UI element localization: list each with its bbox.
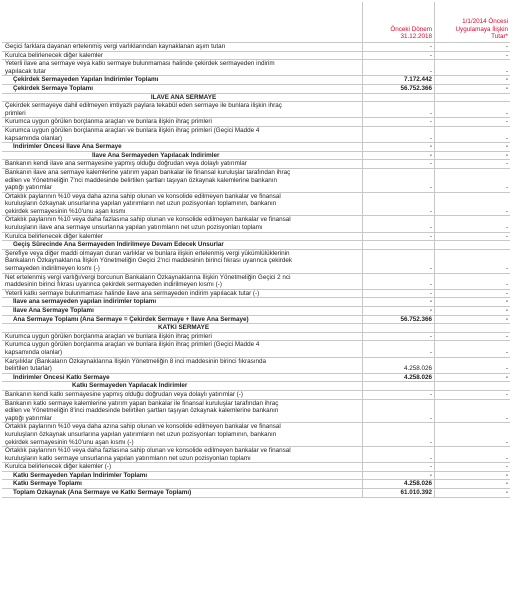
header-pre-2014-amount	[434, 2, 510, 42]
row-pre-2014-value: -	[434, 316, 510, 324]
table-row	[2, 127, 510, 143]
row-prior-period-value: 7.172.442	[362, 76, 434, 84]
row-prior-period-value: -	[362, 216, 434, 231]
row-description: KATKI SERMAYE	[157, 324, 210, 332]
table-row	[2, 316, 510, 325]
row-pre-2014-value	[434, 324, 510, 332]
row-description: Bankanın kendi katkı sermayesine yapmış olduğu doğrudan veya dolaylı yatırımlar (-)	[5, 390, 243, 398]
table-row	[2, 233, 510, 242]
row-prior-period-value: -	[362, 169, 434, 192]
row-pre-2014-value: -	[434, 85, 510, 93]
row-prior-period-value: -	[362, 43, 434, 51]
header-prior-period	[362, 2, 434, 42]
table-row	[2, 43, 510, 52]
table-row	[2, 463, 510, 472]
table-row	[2, 307, 510, 316]
table-row	[2, 193, 510, 217]
row-description: Ortaklık paylarının %10 veya daha azına sahip olunan ve konsolide edilmeyen bankalar ve finansal kuruluşların özkaynak unsurlarına yapılan yatırımların net uzun pozisyonları toplamının, bankanın çekirdek sermayesinin %10'unu aşan kısmı (-)	[5, 423, 281, 446]
row-prior-period-value: 61.010.392	[362, 489, 434, 497]
table-header	[2, 2, 510, 43]
row-pre-2014-value: -	[434, 298, 510, 306]
table-row	[2, 118, 510, 127]
row-pre-2014-value: -	[434, 60, 510, 75]
row-pre-2014-value: -	[434, 160, 510, 168]
row-prior-period-value: -	[362, 118, 434, 126]
table-row	[2, 358, 510, 374]
row-description: Çekirdek Sermayeden Yapılan İndirimler Toplamı	[13, 76, 159, 84]
row-pre-2014-value: -	[434, 216, 510, 231]
row-prior-period-value: -	[362, 274, 434, 289]
row-prior-period-value: 4.258.026	[362, 358, 434, 373]
table-row	[2, 400, 510, 424]
table-row	[2, 274, 510, 290]
row-prior-period-value: -	[362, 290, 434, 298]
row-prior-period-value: -	[362, 391, 434, 399]
row-description: İLAVE ANA SERMAYE	[150, 93, 217, 101]
row-description: Katkı Sermayeden Yapılacak İndirimler	[72, 382, 188, 390]
row-prior-period-value	[362, 324, 434, 332]
row-pre-2014-value: -	[434, 341, 510, 356]
row-pre-2014-value: -	[434, 52, 510, 60]
row-pre-2014-value: -	[434, 143, 510, 151]
row-prior-period-value: -	[362, 127, 434, 142]
row-pre-2014-value: -	[434, 489, 510, 497]
row-prior-period-value: -	[362, 463, 434, 471]
table-row	[2, 216, 510, 232]
table-row	[2, 374, 510, 383]
row-prior-period-value: 4.258.026	[362, 374, 434, 382]
row-pre-2014-value: -	[434, 391, 510, 399]
row-pre-2014-value: -	[434, 333, 510, 341]
table-row	[2, 143, 510, 152]
row-description: İlave Ana Sermayeden Yapılacak İndirimler	[92, 151, 220, 159]
row-description: Yeterli katkı sermaye bulunmaması halinde ilave ana sermayeden indirim yapılacak tutar (-)	[5, 289, 260, 297]
table-row	[2, 447, 510, 463]
row-description: Geçiş Sürecinde Ana Sermayeden İndirilmeye Devam Edecek Unsurlar	[13, 241, 224, 249]
row-prior-period-value	[362, 382, 434, 390]
row-prior-period-value: -	[362, 423, 434, 446]
row-pre-2014-value: -	[434, 447, 510, 462]
row-pre-2014-value: -	[434, 43, 510, 51]
row-description: İlave Ana Sermaye Toplamı	[13, 307, 94, 314]
row-description: Şerefiye veya diğer maddi olmayan duran varlıklar ve bunlara ilişkin ertelenmiş vergi yükümlülüklerinin Bankaların Özkaynaklarına İlişkin Yönetmeliğin Geçici 2'nci maddesinin birinci fıkrası uyarınca çekirdek sermayeden indirilmeyen kısmı (-)	[5, 249, 293, 273]
row-prior-period-value: -	[362, 333, 434, 341]
row-prior-period-value: -	[362, 233, 434, 241]
row-prior-period-value: -	[362, 143, 434, 151]
row-prior-period-value: -	[362, 102, 434, 117]
table-row	[2, 391, 510, 400]
table-row	[2, 423, 510, 447]
row-description: Katkı Sermayeden Yapılan İndirimler Toplamı	[13, 471, 148, 479]
row-pre-2014-value: -	[434, 400, 510, 423]
table-row	[2, 480, 510, 489]
row-description: Kurumca uygun görülen borçlanma araçları ve bunlara ilişkin ihraç primleri	[5, 118, 212, 126]
row-description: Kurumca uygun görülen borçlanma araçları ve bunlara ilişkin ihraç primleri (Geçici Madde 4 kapsamında olanlar)	[5, 341, 260, 356]
table-row	[2, 341, 510, 357]
table-row	[2, 241, 510, 250]
row-pre-2014-value: -	[434, 374, 510, 382]
table-row	[2, 152, 510, 161]
row-description: Bankanın katkı sermaye kalemlerine yatırım yapan bankalar ile finansal kuruluşlar tarafından ihraç edilen ve Yönetmeliğin 8'inci maddesinde belirtilen şartları taşıyan özkaynak kalemlerine bankanın yaptığı yatırımlar	[5, 399, 279, 422]
row-prior-period-value: -	[362, 341, 434, 356]
row-description: Bankanın kendi ilave ana sermayesine yapmış olduğu doğrudan veya dolaylı yatırımlar	[5, 160, 247, 168]
row-description: Kurulca belirlenecek diğer kalemler (-)	[5, 463, 112, 471]
table-row	[2, 76, 510, 85]
row-description: Ana Sermaye Toplamı (Ana Sermaye = Çekirdek Sermaye + İlave Ana Sermaye)	[13, 315, 249, 323]
row-prior-period-value: -	[362, 193, 434, 216]
row-pre-2014-value: -	[434, 102, 510, 117]
row-pre-2014-value	[434, 382, 510, 390]
row-prior-period-value: -	[362, 400, 434, 423]
row-pre-2014-value: -	[434, 169, 510, 192]
row-prior-period-value: 4.258.026	[362, 480, 434, 488]
row-description: Katkı Sermaye Toplamı	[13, 480, 82, 488]
row-prior-period-value: -	[362, 447, 434, 462]
row-description: Kurulca belirlenecek diğer kalemler	[5, 51, 103, 59]
row-prior-period-value: -	[362, 298, 434, 306]
table-row	[2, 169, 510, 193]
row-pre-2014-value: -	[434, 233, 510, 241]
row-pre-2014-value: -	[434, 290, 510, 298]
row-description: Kurumca uygun görülen borçlanma araçları ve bunlara ilişkin ihraç primleri	[5, 332, 212, 340]
table-body	[2, 43, 510, 498]
table-row	[2, 324, 510, 333]
table-row	[2, 60, 510, 76]
row-pre-2014-value: -	[434, 307, 510, 315]
row-description: Toplam Özkaynak (Ana Sermaye ve Katkı Sermaye Toplamı)	[13, 489, 192, 497]
row-prior-period-value: -	[362, 160, 434, 168]
row-description: Bankanın ilave ana sermaye kalemlerine yatırım yapan bankalar ile finansal kuruluşlar tarafından ihraç edilen ve Yönetmeliğin 7'nci maddesinde belirtilen şartları taşıyan özkaynak kalemlerine bankanın yaptığı yatırımlar	[5, 168, 291, 192]
row-description: Karşılıklar (Bankaların Özkaynaklarına İlişkin Yönetmeliğin 8 inci maddesinin birinci fıkrasında belirtilen tutarlar)	[5, 357, 266, 373]
table-row	[2, 382, 510, 391]
row-prior-period-value	[362, 94, 434, 102]
table-row	[2, 472, 510, 481]
row-description: İndirimler Öncesi Katkı Sermaye	[13, 373, 110, 381]
row-description: İndirimler Öncesi İlave Ana Sermaye	[13, 143, 122, 151]
row-pre-2014-value: -	[434, 358, 510, 373]
row-pre-2014-value: -	[434, 118, 510, 126]
header-description-cell	[2, 2, 362, 42]
row-pre-2014-value: -	[434, 250, 510, 273]
row-prior-period-value	[362, 241, 434, 249]
row-pre-2014-value	[434, 94, 510, 102]
capital-adequacy-table	[2, 2, 510, 498]
row-pre-2014-value: -	[434, 423, 510, 446]
row-pre-2014-value: -	[434, 274, 510, 289]
row-prior-period-value: -	[362, 152, 434, 160]
row-description: İlave ana sermayeden yapılan indirimler toplamı	[13, 298, 157, 306]
table-row	[2, 250, 510, 274]
row-description: Çekirdek sermayeye dahil edilmeyen imtiyazlı paylara tekabül eden sermaye ile bunlara ilişkin ihraç primleri	[5, 102, 282, 117]
row-description: Ortaklık paylarının %10 veya daha fazlasına sahip olunan ve konsolide edilmeyen bankalar ve finansal kuruluşların ilave ana sermaye unsurlarına yapılan yatırımların net uzun pozisyonları toplamı	[5, 216, 291, 232]
header-prior-period-label: Önceki Dönem 31.12.2018	[390, 25, 432, 41]
row-prior-period-value: -	[362, 472, 434, 480]
row-prior-period-value: -	[362, 52, 434, 60]
row-description: Kurumca uygun görülen borçlanma araçları ve bunlara ilişkin ihraç primleri (Geçici Madde 4 kapsamında olanlar)	[5, 126, 260, 142]
row-description: Çekirdek Sermaye Toplamı	[13, 84, 94, 92]
row-prior-period-value: -	[362, 307, 434, 315]
header-pre-2014-label: 1/1/2014 Öncesi Uygulamaya İlişkin Tutar*	[455, 18, 508, 41]
row-description: Ortaklık paylarının %10 veya daha fazlasına sahip olunan ve konsolide edilmeyen bankalar ve finansal kuruluşların katkı sermaye unsurlarına yapılan yatırımların net uzun pozisyonları toplamı	[5, 447, 291, 462]
row-pre-2014-value: -	[434, 127, 510, 142]
row-description: Geçici farklara dayanan ertelenmiş vergi varlıklarından kaynaklanan aşım tutarı	[5, 43, 226, 50]
row-description: Yeterli ilave ana sermaye veya katkı sermaye bulunmaması halinde çekirdek sermayeden indirim yapılacak tutar	[5, 60, 275, 75]
table-row	[2, 298, 510, 307]
row-pre-2014-value	[434, 241, 510, 249]
row-pre-2014-value: -	[434, 76, 510, 84]
table-row	[2, 102, 510, 118]
row-pre-2014-value: -	[434, 480, 510, 488]
row-prior-period-value: 56.752.366	[362, 85, 434, 93]
row-description: Ortaklık paylarının %10 veya daha azına sahip olunan ve konsolide edilmeyen bankalar ve finansal kuruluşların özkaynak unsurlarına yapılan yatırımların net uzun pozisyonları toplamının, bankanın çekirdek sermayesinin %10'unu aşan kısmı	[5, 192, 281, 215]
row-description: Kurulca belirlenecek diğer kalemler	[5, 232, 103, 240]
table-row	[2, 290, 510, 299]
table-row	[2, 160, 510, 169]
table-row	[2, 489, 510, 498]
table-row	[2, 52, 510, 61]
row-pre-2014-value: -	[434, 193, 510, 216]
row-prior-period-value: -	[362, 60, 434, 75]
table-row	[2, 94, 510, 103]
row-description: Net ertelenmiş vergi varlığı/vergi borcunun Bankaların Özkaynaklarına İlişkin Yönetmeliğin Geçici 2 nci maddesinin birinci fıkrası uyarınca çekirdek sermayeden indirilmeyen kısmı (-)	[5, 273, 291, 289]
row-prior-period-value: -	[362, 250, 434, 273]
row-pre-2014-value: -	[434, 152, 510, 160]
row-pre-2014-value: -	[434, 463, 510, 471]
row-prior-period-value: 56.752.366	[362, 316, 434, 324]
row-pre-2014-value: -	[434, 472, 510, 480]
table-row	[2, 333, 510, 342]
table-row	[2, 85, 510, 94]
